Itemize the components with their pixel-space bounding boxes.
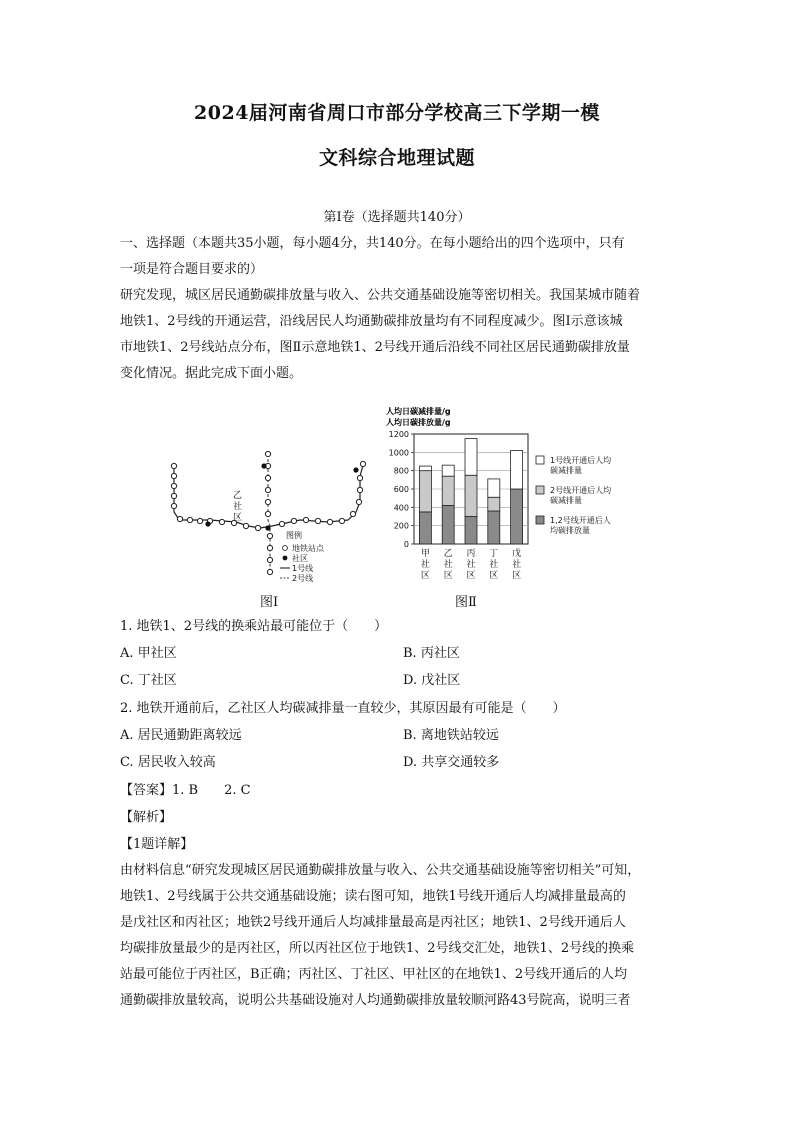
legend-label: 1号线开通后人均 [550,456,612,465]
x-category-label: 丙 [466,549,476,559]
bar-segment [511,489,523,544]
bar-segment [442,465,454,476]
x-category-label: 区 [420,571,430,581]
bar-segment [465,439,477,476]
legend-label: 均碳排放量 [550,526,590,535]
y-tick-label: 0 [403,540,409,549]
x-category-label: 社 [420,560,430,570]
bar-segment [419,512,431,544]
bar-segment [419,466,431,471]
x-category-label: 社 [489,560,499,570]
instruction-line: 一项是符合题目要求的） [120,262,264,277]
q1-option-b: B. 丙社区 [403,646,460,661]
detail-line: 均碳排放量最少的是丙社区，所以丙社区位于地铁1、2号线交汇处，地铁1、2号线的换乘 [120,941,635,956]
y-tick-label: 400 [393,503,409,513]
chart-plot-area [389,430,528,581]
q2-option-d: D. 共享交通较多 [403,755,500,770]
x-category-label: 区 [489,571,499,581]
passage-line: 研究发现，城区居民通勤碳排放量与收入、公共交通基础设施等密切相关。我国某城市随着 [120,288,641,303]
community-label-char: 区 [233,513,243,523]
legend-line-1: 1号线 [292,564,314,573]
chart-legend [536,455,611,535]
detail-line: 由材料信息“研究发现城区居民通勤碳排放量与收入、公共交通基础设施等密切相关”可知， [120,863,641,878]
bar-segment [465,475,477,516]
legend-community: 社区 [292,554,308,563]
question-1-stem: 1. 地铁1、2号线的换乘站最可能位于（ ） [120,619,388,634]
community-label-char: 社 [233,502,243,512]
emission-bar-chart [378,404,668,586]
map-legend [280,530,325,583]
instruction-line: 一、选择题（本题共35小题，每小题4分，共140分。在每小题给出的四个选项中，只有 [120,236,625,251]
legend-swatch [536,456,544,464]
community-label-char: 乙 [233,491,243,501]
legend-swatch [536,486,544,494]
x-category-label: 社 [443,560,453,570]
detail-line: 是戊社区和丙社区；地铁2号线开通后人均减排量最高是丙社区；地铁1、2号线开通后人 [120,915,626,930]
bar-segment [511,451,523,490]
chart-title-line: 人均日碳排放量/g [386,418,451,427]
detail-line: 站最可能位于丙社区，B正确；丙社区、丁社区、甲社区的在地铁1、2号线开通后的人均 [120,967,628,982]
bar-segment [488,511,500,544]
instructions [120,231,680,283]
passage [120,283,680,387]
legend-label: 碳减排量 [550,466,582,475]
q2-option-a: A. 居民通勤距离较远 [120,728,242,743]
title-line-1: 2024届河南省周口市部分学校高三下学期一模 [194,102,600,124]
y-tick-label: 600 [393,485,409,494]
q1-option-d: D. 戊社区 [403,673,461,688]
legend-swatch [536,516,544,524]
legend-label: 碳减排量 [550,496,582,505]
q2-option-b: B. 离地铁站较远 [403,728,499,743]
x-category-label: 区 [512,571,522,581]
chart-title-line: 人均日碳减排量/g [386,407,451,416]
bar-segment [488,497,500,511]
answer: 【答案】1. B 2. C [120,783,251,798]
bar-segment [465,517,477,545]
passage-line: 变化情况。据此完成下面小题。 [120,366,303,381]
community-markers [205,463,358,530]
detail-line: 通勤碳排放量较高，说明公共基础设施对人均通勤碳排放量较顺河路43号院高，说明三者 [120,993,631,1008]
x-category-label: 区 [443,571,453,581]
x-category-label: 丁 [489,549,499,559]
passage-line: 地铁1、2号线的开通运营，沿线居民人均通勤碳排放量均有不同程度减少。图Ⅰ示意该城 [120,314,623,329]
x-category-label: 甲 [420,549,430,559]
question-2-stem: 2. 地铁开通前后，乙社区人均碳减排量一直较少，其原因最有可能是（ ） [120,701,566,716]
q1-option-c: C. 丁社区 [120,673,177,688]
bar-segment [488,479,500,497]
q2-option-c: C. 居民收入较高 [120,755,216,770]
bar-segment [442,506,454,545]
y-tick-label: 200 [393,521,409,531]
legend-label: 1,2号线开通后人 [550,516,611,525]
line-1-path [174,462,364,528]
community-label [233,490,242,523]
detail-label: 【1题详解】 [120,837,194,852]
bar-segment [419,471,431,512]
legend-line-2: 2号线 [292,574,314,583]
section-heading: 第Ⅰ卷（选择题共140分） [323,210,471,225]
y-tick-label: 800 [393,466,409,476]
bar-segment [442,476,454,505]
q1-option-a: A. 甲社区 [120,646,177,661]
y-tick-label: 1200 [388,430,409,439]
figure-1-caption: 图Ⅰ [260,595,279,610]
detail-line: 地铁1、2号线属于公共交通基础设施；读右图可知，地铁1号线开通后人均减排量最高的 [120,889,626,904]
y-tick-label: 1000 [388,448,409,458]
x-category-label: 乙 [443,549,453,559]
detail-text [120,858,680,1014]
x-category-label: 区 [466,571,476,581]
legend-station: 地铁站点 [292,544,324,553]
x-category-label: 戊 [512,549,522,559]
figure-2-caption: 图Ⅱ [455,595,477,610]
x-category-label: 社 [512,560,522,570]
subway-map [160,440,390,590]
title-line-2: 文科综合地理试题 [318,147,475,169]
x-category-label: 社 [466,560,476,570]
passage-line: 市地铁1、2号线站点分布，图Ⅱ示意地铁1、2号线开通后沿线不同社区居民通勤碳排放量 [120,340,630,355]
legend-label: 2号线开通后人均 [550,486,612,495]
legend-title: 图例 [286,531,302,540]
analysis-label: 【解析】 [120,810,173,825]
